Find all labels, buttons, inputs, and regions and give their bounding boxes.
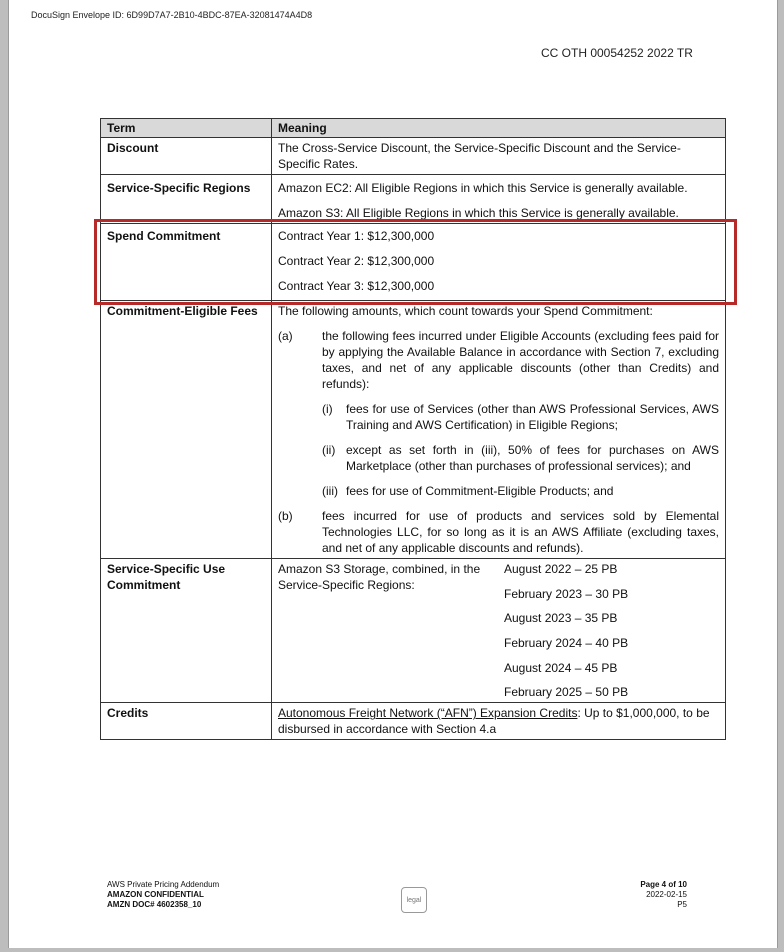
table-row	[101, 301, 726, 559]
regions-ec2: Amazon EC2: All Eligible Regions in which this Service is generally available.	[278, 181, 688, 195]
footer-left	[107, 880, 219, 910]
schedule-item: August 2023 – 35 PB	[504, 611, 618, 626]
regions-s3: Amazon S3: All Eligible Regions in which this Service is generally available.	[278, 206, 679, 220]
fees-a-text: the following fees incurred under Eligible Accounts (excluding fees paid for by applying the Available Balance in accordance with Section 7, excluding taxes, and net of any applicable discounts (other than Credits) and refunds):	[322, 329, 719, 391]
table-row	[101, 703, 726, 740]
document-page	[8, 0, 778, 948]
table-row	[101, 224, 726, 301]
header-meaning: Meaning	[272, 119, 726, 138]
fees-i-text: fees for use of Services (other than AWS Professional Services, AWS Training and AWS Certification) in Eligible Regions;	[346, 402, 719, 432]
table-header-row	[101, 119, 726, 138]
footer-right	[621, 880, 687, 910]
schedule-item: February 2025 – 50 PB	[504, 685, 629, 700]
term-regions: Service-Specific Regions	[101, 175, 272, 224]
fees-i-label: (i)	[322, 402, 333, 416]
fees-a-label: (a)	[278, 329, 293, 343]
schedule-item: February 2023 – 30 PB	[504, 586, 629, 601]
footer-date: 2022-02-15	[646, 890, 687, 899]
header-term: Term	[101, 119, 272, 138]
use-commitment-schedule	[504, 561, 719, 700]
fees-ii-text: except as set forth in (iii), 50% of fees for purchases on AWS Marketplace (other than purchases of professional services); and	[346, 443, 719, 473]
fees-ii-label: (ii)	[322, 443, 336, 457]
spend-year-3: Contract Year 3: $12,300,000	[278, 279, 435, 293]
footer-code: P5	[677, 900, 687, 909]
credits-title: Autonomous Freight Network (“AFN”) Expansion Credits	[278, 706, 578, 721]
fees-iii-text: fees for use of Commitment-Eligible Products; and	[346, 484, 614, 498]
fees-b-label: (b)	[278, 509, 293, 523]
table-row	[101, 175, 726, 224]
footer-doc-number: AMZN DOC# 4602358_10	[107, 900, 202, 909]
term-discount: Discount	[101, 138, 272, 175]
schedule-item: August 2024 – 45 PB	[504, 660, 618, 675]
term-eligible-fees: Commitment-Eligible Fees	[101, 301, 272, 559]
meaning-credits	[272, 703, 726, 740]
credits-text: : Up to $1,000,000, to be disbursed in accordance with Section 4.a	[278, 706, 710, 737]
table-row	[101, 138, 726, 175]
terms-table	[100, 118, 726, 740]
schedule-item: February 2024 – 40 PB	[504, 636, 629, 651]
term-spend-commitment: Spend Commitment	[101, 224, 272, 301]
meaning-discount: The Cross-Service Discount, the Service-Specific Discount and the Service-Specific Rates.	[272, 138, 726, 175]
footer-confidential: AMAZON CONFIDENTIAL	[107, 890, 204, 899]
fees-iii-label: (iii)	[322, 484, 338, 498]
fees-intro: The following amounts, which count towards your Spend Commitment:	[278, 304, 653, 318]
use-commitment-scope: Amazon S3 Storage, combined, in the Service-Specific Regions:	[278, 562, 481, 592]
envelope-id: DocuSign Envelope ID: 6D99D7A7-2B10-4BDC-87EA-32081474A4D8	[31, 10, 313, 20]
legal-logo-icon: legal	[401, 887, 427, 913]
footer-addendum: AWS Private Pricing Addendum	[107, 880, 220, 889]
schedule-item: August 2022 – 25 PB	[504, 562, 618, 576]
table-row	[101, 559, 726, 703]
footer-page-number: Page 4 of 10	[640, 880, 687, 889]
fees-b-text: fees incurred for use of products and services sold by Elemental Technologies LLC, for so long as it is an AWS Affiliate (excluding taxes, and net of any applicable discounts and refunds).	[322, 509, 719, 555]
spend-year-1: Contract Year 1: $12,300,000	[278, 229, 435, 243]
document-reference: CC OTH 00054252 2022 TR	[541, 46, 693, 60]
spend-year-2: Contract Year 2: $12,300,000	[278, 254, 435, 268]
term-credits: Credits	[101, 703, 272, 740]
term-use-commitment: Service-Specific Use Commitment	[101, 559, 272, 703]
